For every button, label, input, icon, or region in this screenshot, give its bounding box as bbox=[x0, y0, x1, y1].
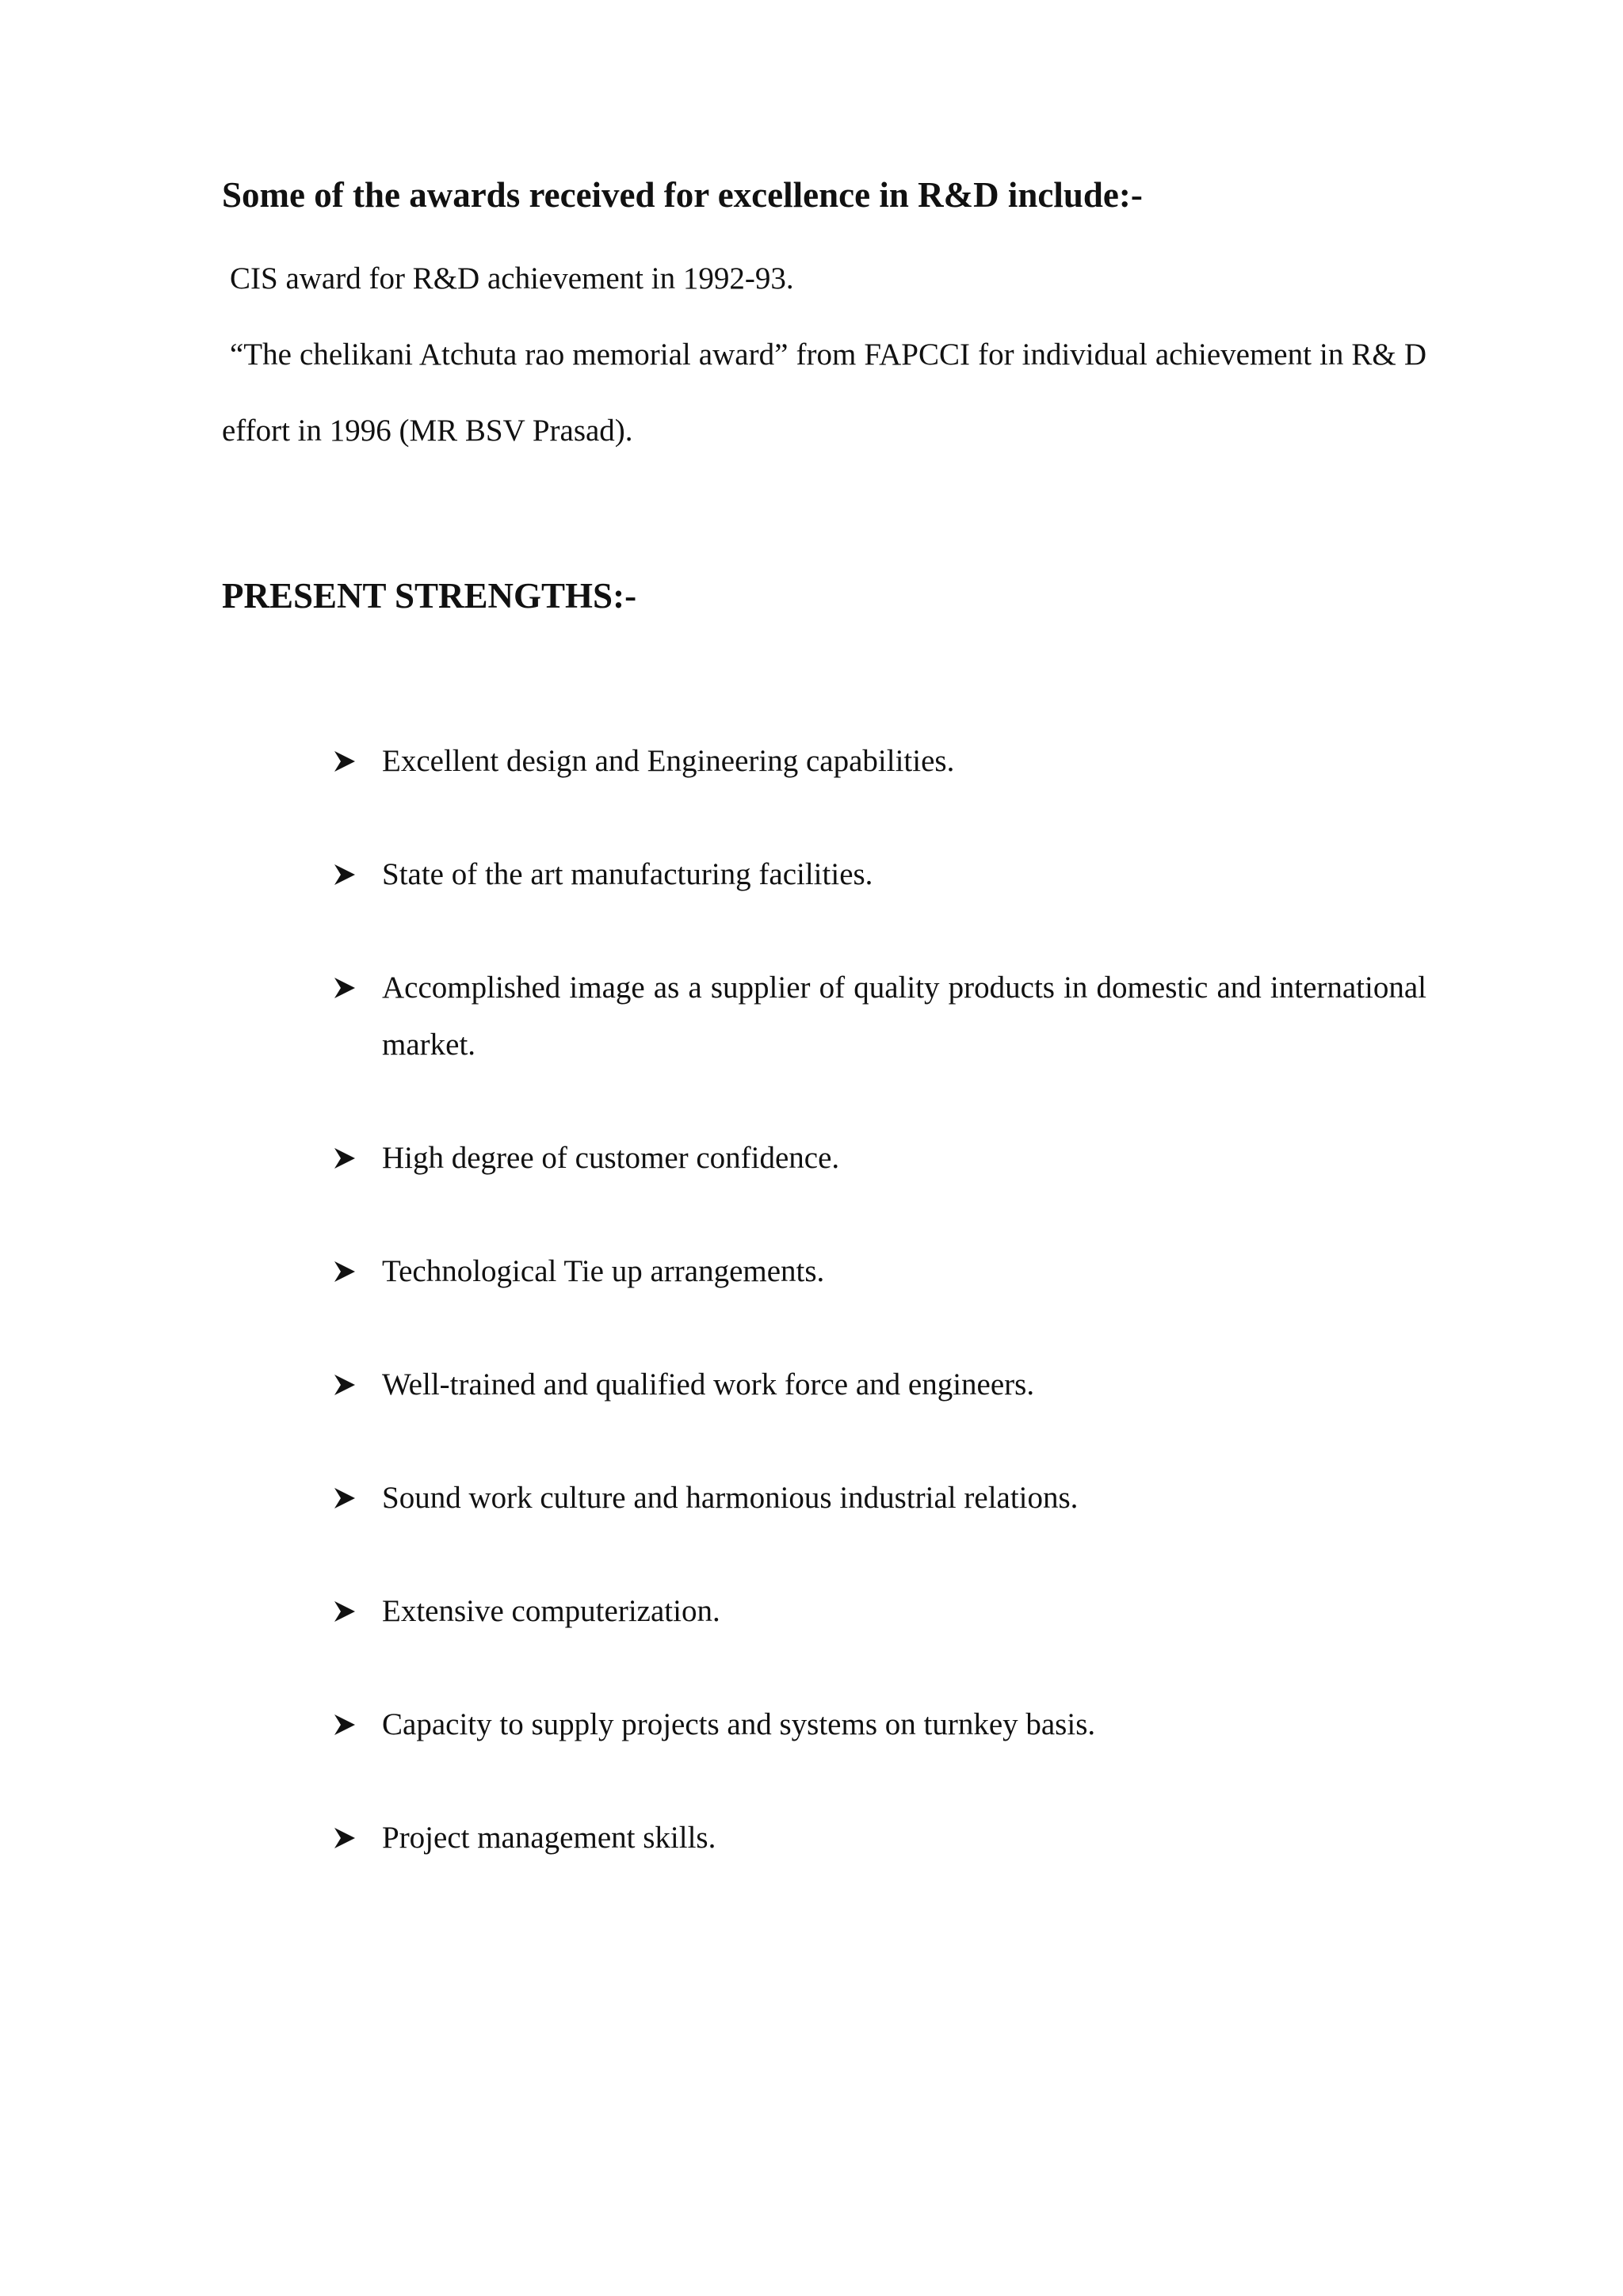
list-item bbox=[333, 1583, 1426, 1640]
strength-text: State of the art manufacturing facilities. bbox=[382, 857, 873, 891]
list-item bbox=[333, 1243, 1426, 1300]
arrow-bullet-icon bbox=[333, 1243, 365, 1300]
list-item bbox=[333, 1470, 1426, 1527]
strength-text: Well-trained and qualified work force and engineers. bbox=[382, 1367, 1035, 1402]
arrow-bullet-icon bbox=[333, 1130, 365, 1187]
strength-text: Extensive computerization. bbox=[382, 1594, 720, 1628]
award-item: CIS award for R&D achievement in 1992-93. bbox=[230, 261, 794, 296]
list-item bbox=[333, 1810, 1426, 1867]
strength-text: Accomplished image as a supplier of quality products in domestic and international market. bbox=[382, 971, 1426, 1062]
arrow-bullet-icon bbox=[333, 1356, 365, 1413]
strengths-heading: PRESENT STRENGTHS:- bbox=[222, 576, 637, 616]
list-item bbox=[333, 1696, 1426, 1753]
list-item bbox=[333, 1130, 1426, 1187]
strength-text: Excellent design and Engineering capabilities. bbox=[382, 744, 955, 778]
list-item bbox=[333, 1356, 1426, 1413]
award-item bbox=[222, 317, 1426, 469]
strength-text: Project management skills. bbox=[382, 1821, 716, 1855]
arrow-bullet-icon bbox=[333, 733, 365, 790]
awards-heading: Some of the awards received for excellence in R&D include:- bbox=[222, 175, 1143, 215]
strength-text: Capacity to supply projects and systems on turnkey basis. bbox=[382, 1707, 1096, 1741]
strength-text: High degree of customer confidence. bbox=[382, 1141, 840, 1175]
arrow-bullet-icon bbox=[333, 959, 365, 1016]
list-item bbox=[333, 959, 1426, 1074]
list-item bbox=[333, 846, 1426, 903]
strength-text: Sound work culture and harmonious industrial relations. bbox=[382, 1481, 1079, 1515]
arrow-bullet-icon bbox=[333, 1470, 365, 1527]
arrow-bullet-icon bbox=[333, 1810, 365, 1867]
strengths-list bbox=[333, 733, 1426, 1923]
arrow-bullet-icon bbox=[333, 1583, 365, 1640]
award-text: “The chelikani Atchuta rao memorial award” from FAPCCI for individual achievement in R& D effort in 1996 (MR BSV Prasad). bbox=[222, 338, 1426, 448]
arrow-bullet-icon bbox=[333, 1696, 365, 1753]
strength-text: Technological Tie up arrangements. bbox=[382, 1254, 825, 1288]
list-item bbox=[333, 733, 1426, 790]
arrow-bullet-icon bbox=[333, 846, 365, 903]
